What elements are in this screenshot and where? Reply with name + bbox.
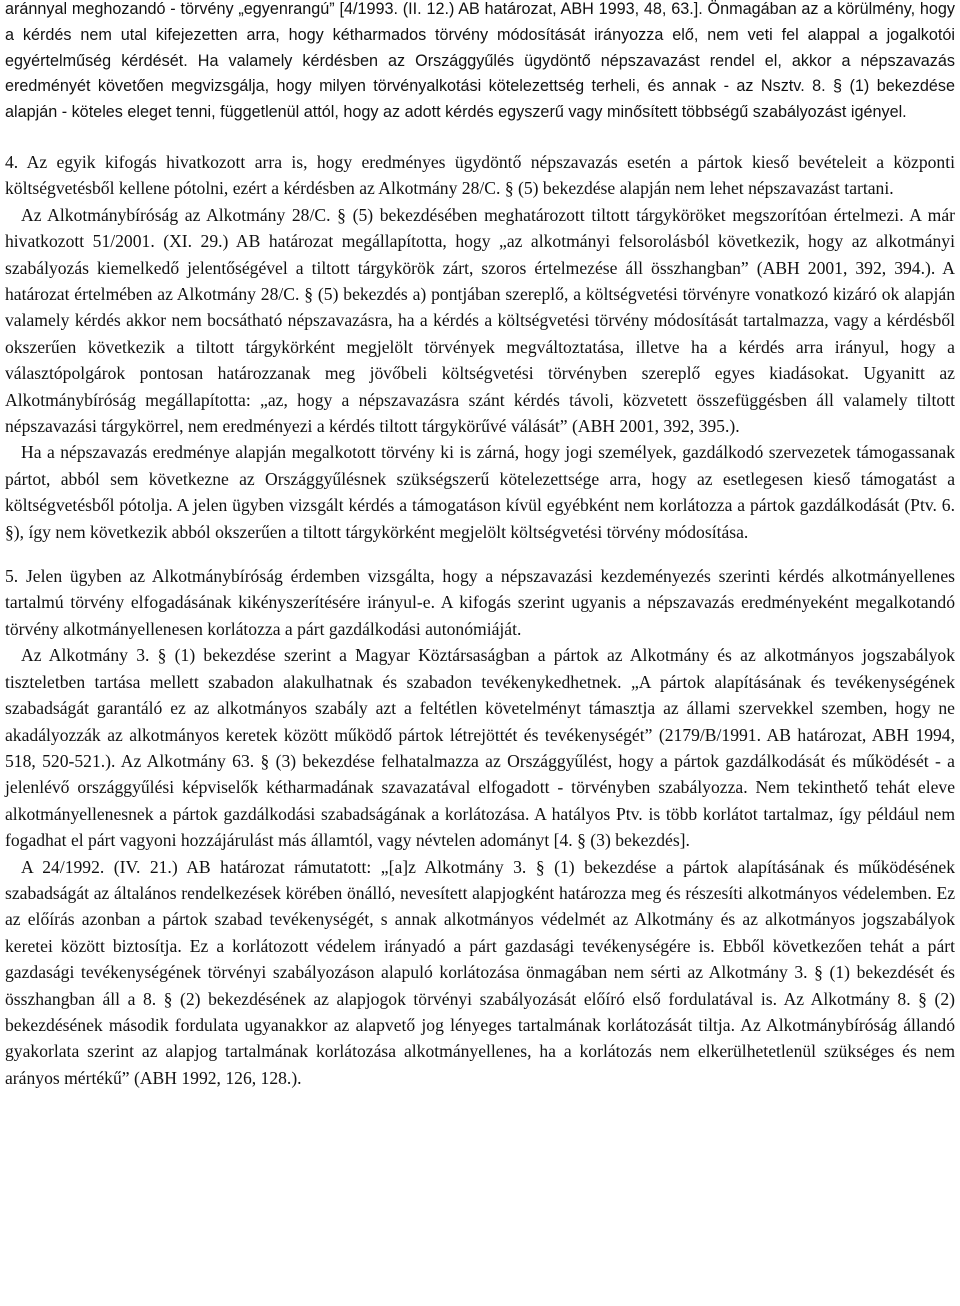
paragraph-ab-hatarozat-24-1992: A 24/1992. (IV. 21.) AB határozat rámutatott: „[a]z Alkotmány 3. § (1) bekezdése a pártok alapításának és működésének szabadságát az általános rendelkezések körében önálló, nevesített alapjogként határozza meg és részesíti alkotmányos védelemben. Ez az előírás azonban a pártok szabad tevékenységét, s annak alkotmányos védelmét az Alkotmány és az alkotmányos jogszabályok keretei között biztosítja. Ez a korlátozott védelem irányadó a párt gazdasági tevékenységére is. Ebből következően tehát a párt gazdasági tevékenységének törvényi szabályozáson alapuló korlátozása önmagában nem sérti az Alkotmány 3. § (1) bekezdését és összhangban áll a 8. § (2) bekezdésének az alapjogok törvényi szabályozását előíró első fordulatával is. Az Alkotmány 8. § (2) bekezdésének második fordulata ugyanakkor az alapvető jog lényeges tartalmának korlátozását tiltja. Az Alkotmánybíróság állandó gyakorlata szerint az alapjog tartalmának korlátozása alkotmányellenes, ha a korlátozás nem elkerülhetetlenül szükséges és nem arányos mértékű” (ABH 1992, 126, 128.). <box>5 856 955 1088</box>
document-page <box>5 0 955 1091</box>
paragraph-alkotmany-3: Az Alkotmány 3. § (1) bekezdése szerint a Magyar Köztársaságban a pártok az Alkotmány és az alkotmányos jogszabályok tiszteletben tartása mellett szabadon alakulhatnak és szabadon tevékenykedhetnek. „A pártok alapításának és tevékenységének szabadságát garantáló ez az alkotmányos szabály azt a feltétlen követelményt támasztja az állami szervekkel szemben, hogy ne akadályozzák az alkotmányos keretek között működő pártok létrejöttét és tevékenységét” (2179/B/1991. AB határozat, ABH 1994, 518, 520-521.). Az Alkotmány 63. § (3) bekezdése felhatalmazza az Országgyűlést, hogy a pártok gazdálkodását és működését - a jelenlévő országgyűlési képviselők kétharmadának szavazatával elfogadott - törvényben szabályozza. Nem tekinthető tehát eleve alkotmányellenesnek a pártok gazdálkodási szabadságának a korlátozása. A hatályos Ptv. is több korlátot tartalmaz, így például nem fogadhat el párt vagyoni hozzájárulást más államtól, vagy névtelen adományt [4. § (3) bekezdés]. <box>5 645 955 851</box>
paragraph-continuation: aránnyal meghozandó - törvény „egyenrangú” [4/1993. (II. 12.) AB határozat, ABH 1993, 48, 63.]. Önmagában az a körülmény, hogy a kérdés nem utal kifejezetten arra, hogy kétharmados törvény módosítását irányozza elő, nem veti fel alappal a jogalkotói egyértelműség kérdését. Ha valamely kérdésben az Országgyűlés ügydöntő népszavazást rendel el, akkor a népszavazás eredményét követően megvizsgálja, hogy milyen törvényalkotási kötelezettség terheli, és annak - az Nsztv. 8. § (1) bekezdése alapján - köteles eleget tenni, függetlenül attól, hogy az adott kérdés egyszerű vagy minősített többségű szabályozást igényel. <box>5 0 955 122</box>
paragraph-nepszavazas-eredmenye: Ha a népszavazás eredménye alapján megalkotott törvény ki is zárná, hogy jogi személyek, gazdálkodó szervezetek támogassanak pártot, abból sem következne az Országgyűlésnek szükségszerű kötelezettsége arra, hogy az esetlegesen kieső támogatást a költségvetésből pótolja. A jelen ügyben vizsgált kérdés a támogatáson kívül egyébként nem korlátozza a pártok gazdálkodását (Ptv. 6. §), így nem következik abból okszerűen a tiltott tárgykörként megjelölt költségvetési törvény módosítása. <box>5 442 955 542</box>
paragraph-tiltott-targykorok: Az Alkotmánybíróság az Alkotmány 28/C. § (5) bekezdésében meghatározott tiltott tárgyköröket megszorítóan értelmezi. A már hivatkozott 51/2001. (XI. 29.) AB határozat megállapította, hogy „az alkotmányi felsorolásból következik, hogy az alkotmányi szabályozás kiemelkedő jelentőségével a tiltott tárgykörök zárt, szoros értelmezése áll összhangban” (ABH 2001, 392, 394.). A határozat értelmében az Alkotmány 28/C. § (5) bekezdés a) pontjában szereplő, a költségvetési törvényre vonatkozó kizáró ok alapján valamely kérdés akkor nem bocsátható népszavazásra, ha a kérdés a költségvetési törvény módosítását tartalmazza, vagy a kérdésből okszerűen következik a tiltott tárgykörként megjelölt törvények megváltoztatása, illetve ha a kérdés arra irányul, hogy a választópolgárok pontosan határozzanak meg jövőbeli költségvetési törvényben szereplő egyes kiadásokat. Ugyanitt az Alkotmánybíróság megállapította: „az, hogy a népszavazásra szánt kérdés távoli, közvetett összefüggésben áll valamely tiltott népszavazási tárgykörrel, nem eredményezi a kérdés tiltott tárgykörűvé válását” (ABH 2001, 392, 395.). <box>5 204 955 437</box>
paragraph-section-4: 4. Az egyik kifogás hivatkozott arra is, hogy eredményes ügydöntő népszavazás esetén a pártok kieső bevételeit a központi költségvetésből kellene pótolni, ezért a kérdésben az Alkotmány 28/C. § (5) bekezdése alapján nem lehet népszavazást tartani. <box>5 151 955 199</box>
paragraph-section-5: 5. Jelen ügyben az Alkotmánybíróság érdemben vizsgálta, hogy a népszavazási kezdeményezés szerinti kérdés alkotmányellenes tartalmú törvény elfogadásának kikényszerítésére irányul-e. A kifogás szerint ugyanis a népszavazás eredményeként megalkotandó törvény alkotmányellenesen korlátozza a párt gazdálkodási autonómiáját. <box>5 566 955 639</box>
